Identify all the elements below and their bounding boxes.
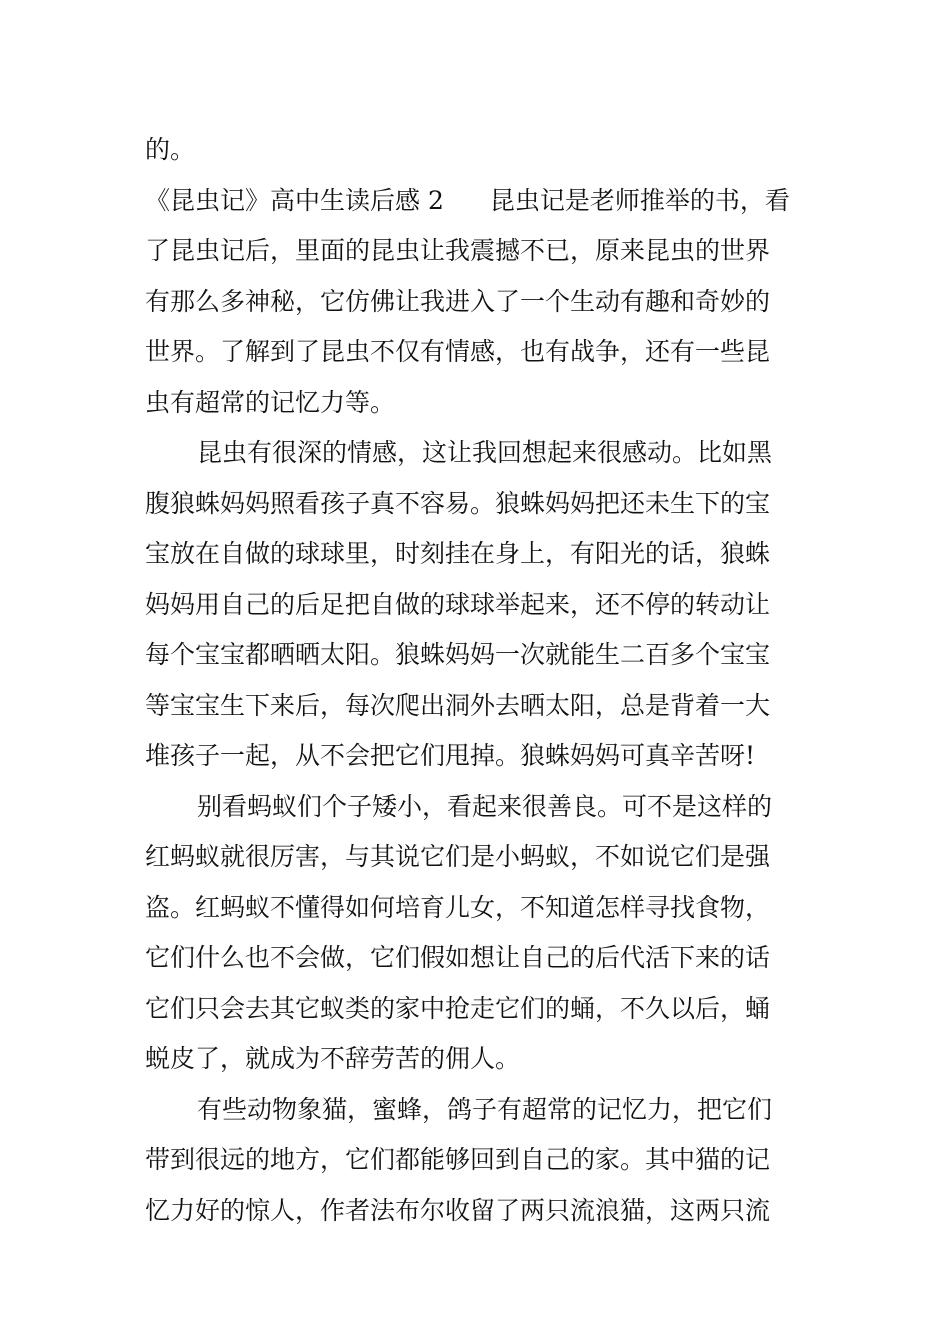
text-line: 腹狼蛛妈妈照看孩子真不容易。狼蛛妈妈把还未生下的宝 <box>145 488 771 518</box>
text-line: 它们什么也不会做，它们假如想让自己的后代活下来的话 <box>145 943 771 972</box>
text-line: 盗。红蚂蚁不懂得如何培育儿女，不知道怎样寻找食物， <box>145 892 771 922</box>
text-line: 世界。了解到了昆虫不仅有情感，也有战争，还有一些昆 <box>145 337 771 366</box>
text-line: 妈妈用自己的后足把自做的球球举起来，还不停的转动让 <box>145 589 771 619</box>
text-line: 昆虫记是老师推举的书，看 <box>489 185 790 215</box>
text-line: 有那么多神秘，它仿佛让我进入了一个生动有趣和奇妙的 <box>145 286 771 316</box>
paragraph-start: 别看蚂蚁们个子矮小，看起来很善良。可不是这样的 <box>197 791 773 821</box>
title-line <box>145 176 810 227</box>
text-line: 的。 <box>145 135 196 164</box>
document-body <box>145 125 810 1236</box>
text-line: 堆孩子一起，从不会把它们甩掉。狼蛛妈妈可真辛苦呀! <box>145 741 756 770</box>
text-line: 红蚂蚁就很厉害，与其说它们是小蚂蚁，不如说它们是强 <box>145 842 771 871</box>
text-line: 宝放在自做的球球里，时刻挂在身上，有阳光的话，狼蛛 <box>145 539 771 568</box>
text-line: 带到很远的地方，它们都能够回到自己的家。其中猫的记 <box>145 1145 771 1174</box>
text-line: 虫有超常的记忆力等。 <box>145 387 396 417</box>
text-line: 忆力好的惊人，作者法布尔收留了两只流浪猫，这两只流 <box>145 1195 771 1225</box>
text-line: 蜕皮了，就成为不辞劳苦的佣人。 <box>145 1044 521 1073</box>
text-line: 它们只会去其它蚁类的家中抢走它们的蛹，不久以后，蛹 <box>145 993 771 1023</box>
essay-title: 《昆虫记》高中生读后感 2 <box>145 185 444 215</box>
text-line: 等宝宝生下来后，每次爬出洞外去晒太阳，总是背着一大 <box>145 690 771 720</box>
text-line: 了昆虫记后，里面的昆虫让我震撼不已，原来昆虫的世界 <box>145 236 771 265</box>
paragraph-start: 昆虫有很深的情感，这让我回想起来很感动。比如黑 <box>197 438 773 467</box>
paragraph-start: 有些动物象猫，蜜蜂，鸽子有超常的记忆力，把它们 <box>197 1094 773 1124</box>
text-line: 每个宝宝都晒晒太阳。狼蛛妈妈一次就能生二百多个宝宝 <box>145 640 771 669</box>
